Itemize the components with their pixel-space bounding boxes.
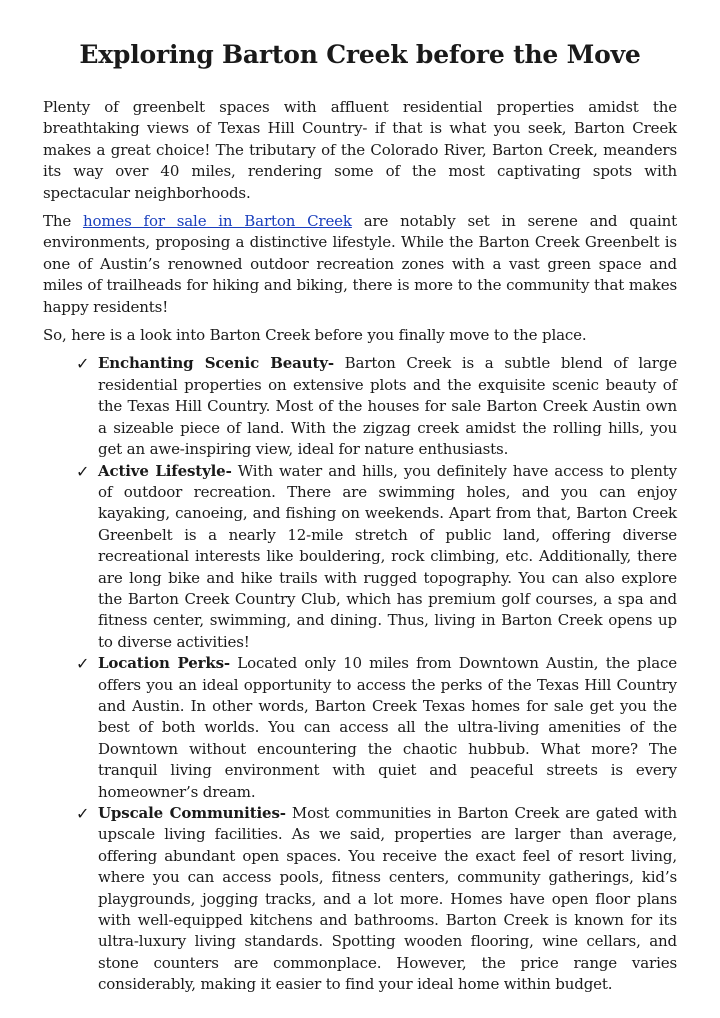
feature-text: Most communities in Barton Creek are gated with upscale living facilities. As we said, properties are larger than average, offering abundant open spaces. You receive the exact feel of resort living, where you can access pools, fitness centers, community gatherings, kid’s playgrounds, jogging tracks, and a lot more. Homes have open floor plans with well-equipped kitchens and bathrooms. Barton Creek is known for its ultra-luxury living standards. Spotting wooden flooring, wine cellars, and stone counters are commonplace. However, the price range varies considerably, making it easier to find your ideal home within budget. bbox=[98, 804, 677, 994]
list-item bbox=[43, 461, 677, 654]
feature-title: Location Perks- bbox=[98, 654, 230, 673]
intro-paragraph: Plenty of greenbelt spaces with affluent residential properties amidst the breathtaking views of Texas Hill Country- if that is what you seek, Barton Creek makes a great choice! The tributary of the Colorado River, Barton Creek, meanders its way over 40 miles, rendering some of the most captivating spots with spectacular neighborhoods. bbox=[43, 98, 677, 202]
feature-list bbox=[43, 353, 677, 995]
feature-title: Enchanting Scenic Beauty- bbox=[98, 354, 334, 373]
feature-title: Upscale Communities- bbox=[98, 804, 286, 822]
check-icon: ✓ bbox=[76, 354, 90, 374]
feature-title: Active Lifestyle- bbox=[98, 461, 232, 480]
homes-for-sale-link[interactable]: homes for sale in Barton Creek bbox=[82, 212, 352, 231]
second-paragraph-suffix: are notably set in serene and quaint environments, proposing a distinctive lifestyle. While the Barton Creek Greenbelt is one of Austin’s renowned outdoor recreation zones with a vast green space and miles of trailheads for hiking and biking, there is more to the community that makes happy residents! bbox=[43, 212, 677, 316]
check-icon: ✓ bbox=[76, 804, 90, 823]
list-item bbox=[43, 803, 677, 996]
lead-in-paragraph: So, here is a look into Barton Creek before you finally move to the place. bbox=[43, 326, 587, 345]
check-icon: ✓ bbox=[76, 654, 90, 674]
second-paragraph bbox=[43, 211, 677, 318]
page-title: Exploring Barton Creek before the Move bbox=[79, 40, 641, 69]
check-icon: ✓ bbox=[76, 461, 90, 481]
feature-text: Barton Creek is a subtle blend of large residential properties on extensive plots and the exquisite scenic beauty of the Texas Hill Country. Most of the houses for sale Barton Creek Austin own a sizeable piece of land. With the zigzag creek amidst the rolling hills, you get an awe-inspiring view, ideal for nature enthusiasts. bbox=[98, 354, 678, 459]
list-item bbox=[43, 653, 677, 803]
feature-text: Located only 10 miles from Downtown Austin, the place offers you an ideal opportunity to access the perks of the Texas Hill Country and Austin. In other words, Barton Creek Texas homes for sale get you the best of both worlds. You can access all the ultra-living amenities of the Downtown without encountering the chaotic hubbub. What more? The tranquil living environment with quiet and peaceful streets is every homeowner’s dream. bbox=[98, 654, 677, 801]
second-paragraph-prefix: The bbox=[43, 212, 83, 231]
feature-text: With water and hills, you definitely have access to plenty of outdoor recreation. There are swimming holes, and you can enjoy kayaking, canoeing, and fishing on weekends. Apart from that, Barton Creek Greenbelt is a nearly 12-mile stretch of public land, offering diverse recreational interests like bouldering, rock climbing, etc. Additionally, there are long bike and hike trails with rugged topography. You can also explore the Barton Creek Country Club, which has premium golf courses, a spa and fitness center, swimming, and dining. Thus, living in Barton Creek opens up to diverse activities! bbox=[98, 461, 677, 651]
list-item bbox=[43, 353, 677, 460]
